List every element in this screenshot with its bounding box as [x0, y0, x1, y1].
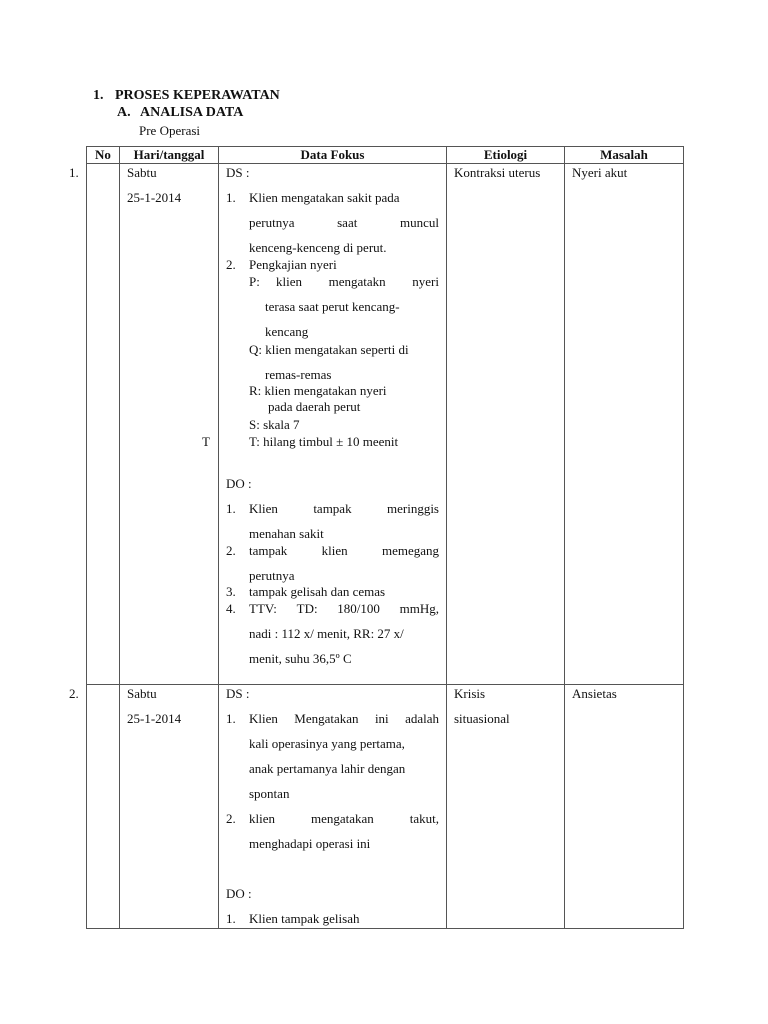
etiology-cell: Krisis: [454, 686, 486, 701]
section-heading: 1. PROSES KEPERAWATAN: [93, 88, 280, 103]
stray-mark: T: [202, 434, 210, 449]
row-number: 1.: [69, 165, 79, 180]
header-date: Hari/tanggal: [133, 147, 205, 162]
etiology-cell-line2: situasional: [454, 711, 510, 726]
ds-label: DS :: [226, 686, 250, 701]
header-no: No: [95, 147, 111, 162]
header-etiology: Etiologi: [483, 147, 528, 162]
subsection-heading: A. ANALISA DATA: [117, 105, 244, 120]
header-data-focus: Data Fokus: [300, 147, 365, 162]
ds-label: DS :: [226, 165, 250, 180]
row-date: 25-1-2014: [127, 711, 182, 726]
section-title: PROSES KEPERAWATAN: [115, 88, 280, 103]
do-label: DO :: [226, 886, 252, 901]
assessment-t: T: hilang timbul ± 10 meenit: [249, 434, 399, 449]
problem-cell: Ansietas: [572, 686, 617, 701]
subsection-title: ANALISA DATA: [140, 105, 244, 120]
problem-cell: Nyeri akut: [572, 165, 628, 180]
document-page: 1. PROSES KEPERAWATAN A. ANALISA DATA Pre Operasi No Hari/tanggal Data Fokus Etiologi Masalah 1. Sabtu 25-1-2014 T DS : 1. Klien mengatakan sakit pada perutnya saat muncul kenceng-kenceng di perut. 2. Pengkajian nyeri P: klien mengatakn nyeri terasa saat perut kencang- kencang Q: klien mengatakan seperti di remas-remas R: klien mengatakan nyeri pada daerah perut S: skala 7 T: hilang timbul ± 10 meenit DO : 1. Klien tampak meringgis menahan sakit 2. tampak klien memegang perutnya 3. tampak gelisah dan cemas 4. TTV: TD: 180/100 mmHg, nadi : 112 x/ menit, RR: 27 x/ menit, suhu 36,5º C Kontraksi uterus Nyeri akut 2. Sabtu 25-1-2014 DS : 1. Klien Mengatakan ini adalah kali operasinya yang pertama, anak pertamanya lahir dengan spontan 2. klien mengatakan takut, menghadapi operasi ini DO : 1. Klien tampak gelisah Krisis situasional Ansietas: [0, 0, 768, 1024]
etiology-cell: Kontraksi uterus: [454, 165, 541, 180]
row-day: Sabtu: [127, 165, 157, 180]
assessment-s: S: skala 7: [249, 417, 300, 432]
row-day: Sabtu: [127, 686, 157, 701]
do-label: DO :: [226, 476, 252, 491]
row-number: 2.: [69, 686, 79, 701]
header-problem: Masalah: [600, 147, 648, 162]
subtitle: Pre Operasi: [139, 123, 201, 138]
row-date: 25-1-2014: [127, 190, 182, 205]
